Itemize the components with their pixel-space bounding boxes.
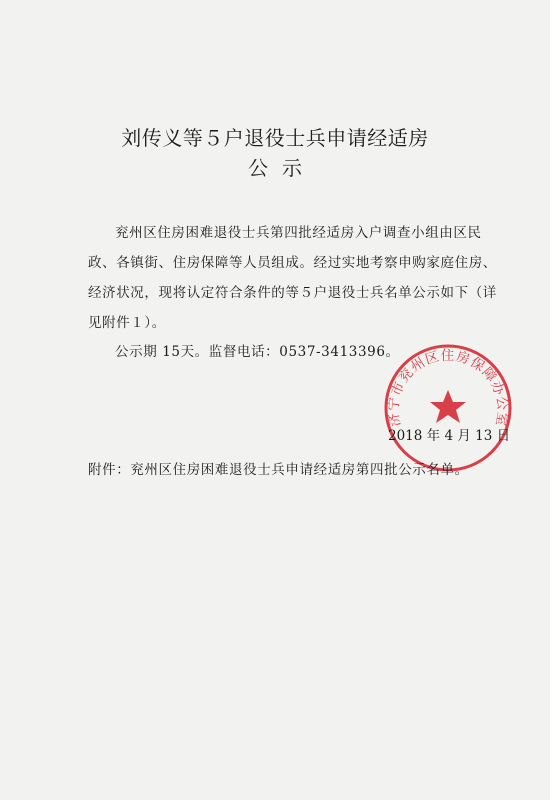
official-seal-stamp (378, 338, 518, 478)
body-paragraph-1: 兖州区住房困难退役士兵第四批经适房入户调查小组由区民政、各镇街、住房保障等人员组成。经过实地考察申购家庭住房、经济状况，现将认定符合条件的等５户退役士兵名单公示如下（详见附件１）。 (88, 225, 497, 331)
body-paragraph-2: 公示期 15天。监督电话：0537-3413396。 (115, 344, 400, 360)
seal-star-icon (430, 390, 466, 423)
seal-text: 济宁市兖州区住房保障办公室 (385, 347, 511, 428)
document-date: 2018 年 4 月 13 日 (388, 428, 511, 444)
attachment-note: 附件：兖州区住房困难退役士兵申请经适房第四批公示名单。 (88, 462, 469, 478)
document-title: 刘传义等５户退役士兵申请经适房 (121, 126, 429, 150)
document-subtitle: 公示 (248, 156, 316, 180)
